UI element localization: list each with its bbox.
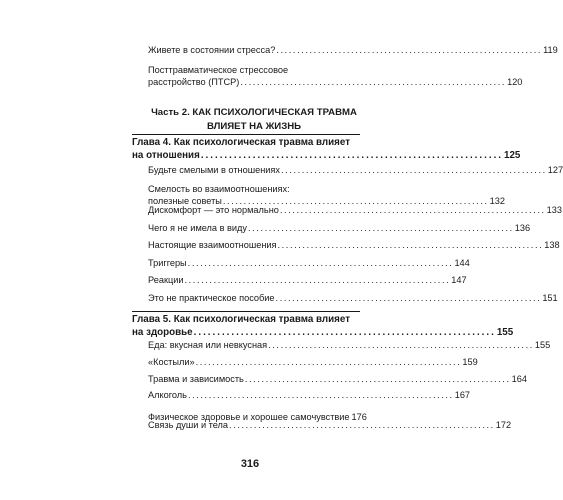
toc-entry[interactable] <box>148 44 558 56</box>
toc-entry-page: 119 <box>543 45 558 55</box>
dot-leader: ................................................................ <box>277 240 544 250</box>
page-number: 316 <box>240 458 260 470</box>
chapter-heading-page: 125 <box>504 149 521 161</box>
toc-entry[interactable] <box>148 274 467 286</box>
dot-leader: ................................................................ <box>279 205 546 215</box>
toc-entry-page: 176 <box>351 412 367 422</box>
toc-entry[interactable] <box>148 373 527 385</box>
toc-entry-page: 138 <box>544 240 560 250</box>
part-heading-line1: Часть 2. КАК ПСИХОЛОГИЧЕСКАЯ ТРАВМА <box>151 107 357 118</box>
dot-leader: ................................................................ <box>248 223 514 233</box>
dot-leader: ................................................................ <box>280 165 547 175</box>
toc-entry-title: Алкоголь <box>148 390 187 400</box>
chapter-divider <box>132 311 360 312</box>
toc-entry-title-line1: Посттравматическое стрессовое <box>148 65 289 75</box>
toc-entry-page: 144 <box>454 258 470 268</box>
toc-entry-page: 136 <box>514 223 531 233</box>
toc-entry-page: 120 <box>507 77 523 87</box>
part-heading <box>148 106 360 134</box>
toc-entry[interactable] <box>148 164 563 176</box>
toc-entry[interactable] <box>148 222 531 234</box>
toc-entry[interactable] <box>148 204 562 216</box>
dot-leader: ................................................................ <box>187 258 454 268</box>
toc-entry-title: Еда: вкусная или невкусная <box>148 340 268 350</box>
toc-entry-title-line1: Смелость во взаимоотношениях: <box>148 184 290 194</box>
toc-entry[interactable] <box>148 356 478 368</box>
toc-entry[interactable] <box>148 339 551 351</box>
dot-leader: ................................................................ <box>193 326 496 338</box>
toc-entry-page: 164 <box>511 374 527 384</box>
chapter-heading-page: 155 <box>496 326 514 338</box>
toc-entry-title: Физическое здоровье и хорошее самочувствие <box>148 412 350 422</box>
toc-entry-title: Травма и зависимость <box>148 374 244 384</box>
toc-entry-page: 167 <box>454 390 471 400</box>
dot-leader: ................................................................ <box>195 357 462 367</box>
toc-entry[interactable] <box>148 411 367 423</box>
dot-leader: ................................................................ <box>200 149 504 161</box>
toc-entry-title: Реакции <box>148 275 184 285</box>
dot-leader: ................................................................ <box>229 420 495 430</box>
toc-entry-page: 147 <box>451 275 467 285</box>
part-heading-line2: ВЛИЯЕТ НА ЖИЗНЬ <box>206 121 302 132</box>
chapter-heading-title: на отношения <box>132 149 200 161</box>
dot-leader: ................................................................ <box>268 340 534 350</box>
chapter-heading-line1: Глава 4. Как психологическая травма влияет <box>132 137 351 148</box>
toc-entry-title: Чего я не имела в виду <box>148 223 247 233</box>
toc-entry-title: Дискомфорт — это нормально <box>148 205 279 215</box>
toc-entry[interactable] <box>148 389 471 401</box>
toc-entry-page: 155 <box>534 340 551 350</box>
toc-entry-page: 133 <box>546 205 562 215</box>
dot-leader: ................................................................ <box>276 45 543 55</box>
toc-entry-title: Настоящие взаимоотношения <box>148 240 277 250</box>
chapter-heading-line1: Глава 5. Как психологическая травма влияет <box>132 314 351 325</box>
toc-entry-page: 159 <box>462 357 478 367</box>
toc-entry[interactable] <box>148 64 523 88</box>
toc-entry-title: Живете в состоянии стресса? <box>148 45 276 55</box>
toc-entry-title: Триггеры <box>148 258 187 268</box>
toc-entry-page: 132 <box>489 196 506 206</box>
dot-leader: ................................................................ <box>187 390 454 400</box>
dot-leader: ................................................................ <box>240 77 507 87</box>
toc-entry-title: Это не практическое пособие <box>148 293 275 303</box>
dot-leader: ................................................................ <box>222 196 489 206</box>
toc-entry-title: Будьте смелыми в отношениях <box>148 165 280 175</box>
toc-entry[interactable] <box>148 292 558 304</box>
toc-entry-page: 151 <box>542 293 558 303</box>
toc-entry[interactable] <box>148 257 470 269</box>
toc-entry-title: расстройство (ПТСР) <box>148 77 240 87</box>
chapter-heading-title: на здоровье <box>132 326 193 338</box>
dot-leader: ................................................................ <box>184 275 451 285</box>
toc-entry-title: «Костыли» <box>148 357 195 367</box>
toc-entry-page: 172 <box>495 420 512 430</box>
dot-leader: ................................................................ <box>275 293 542 303</box>
toc-entry[interactable] <box>148 239 560 251</box>
toc-entry-page: 127 <box>547 165 563 175</box>
chapter-heading[interactable] <box>132 137 521 162</box>
chapter-heading[interactable] <box>132 314 514 339</box>
chapter-divider <box>132 134 360 135</box>
toc-entry-title: Связь души и тела <box>148 420 229 430</box>
dot-leader: ................................................................ <box>244 374 511 384</box>
toc-entry-title: полезные советы <box>148 196 222 206</box>
